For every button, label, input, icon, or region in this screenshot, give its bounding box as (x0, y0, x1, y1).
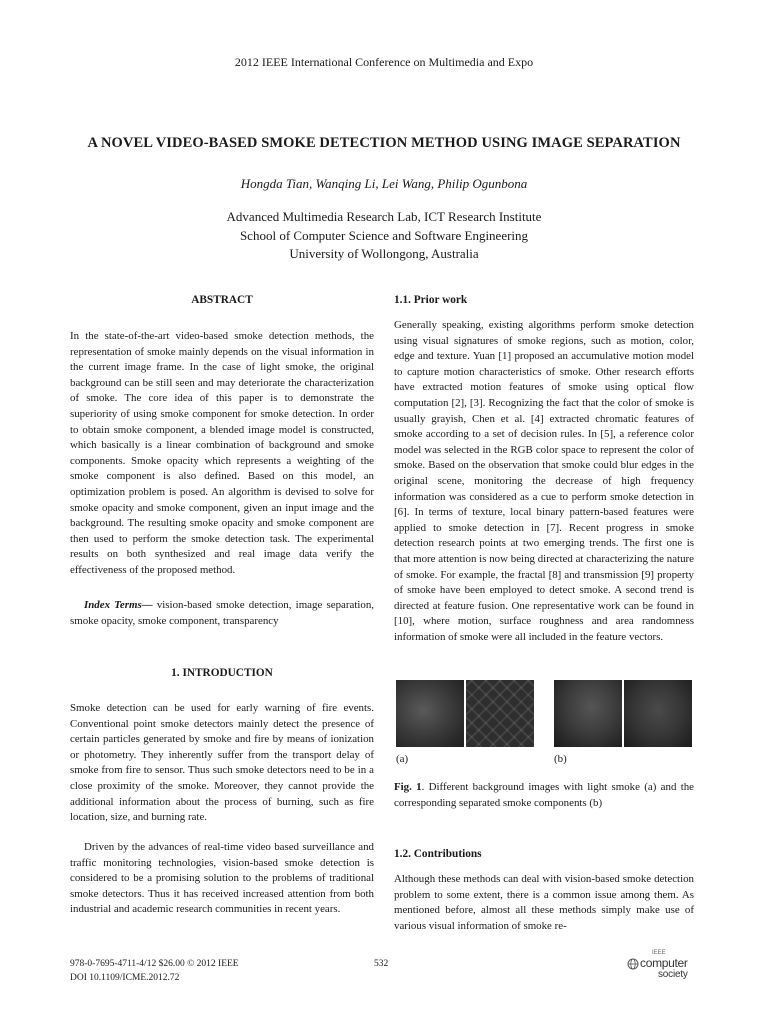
abstract-text: In the state-of-the-art video-based smoke detection methods, the representation of smoke mainly depends on the visual information in the current image frame. In the case of light smoke, the original background can be still seen and may deteriorate the characterization of smoke. The core idea of this paper is to demonstrate the superiority of using smoke component for smoke detection. In order to obtain smoke component, a blended image model is constructed, which basically is a linear combination of background and smoke components. Smoke opacity which represents a weighting of the smoke component is also defined. Based on this model, an optimization problem is posed. An algorithm is devised to solve for smoke opacity and smoke component, given an input image and the background. The resulting smoke opacity and smoke component are then used to perform the smoke detection task. The experimental results on both synthesized and real image data verify the effectiveness of the proposed method. (70, 330, 374, 576)
figure-1b-background-image (554, 680, 622, 747)
contributions-text: Although these methods can deal with vision-based smoke detection problem to some extent, there is a common issue among them. As mentioned before, almost all these methods simply make use of various visual information of smoke re- (394, 873, 694, 932)
figure-1b-smoke-component-image (624, 680, 692, 747)
index-terms (70, 598, 374, 629)
introduction-paragraph-2: Driven by the advances of real-time video based surveillance and traffic monitoring technologies, vision-based smoke detection is considered to be a promising solution to the problems of traditional smoke detectors. Thus it has received increased attention from both industrial and academic research communities in recent years. (70, 841, 374, 916)
affiliation-line: University of Wollongong, Australia (289, 246, 479, 261)
logo-computer-text: computer (640, 956, 688, 970)
affiliation-line: School of Computer Science and Software Engineering (239, 227, 529, 243)
paper-authors: Hongda Tian, Wanqing Li, Lei Wang, Philip Ogunbona (240, 176, 528, 191)
figure-1a-background-image (396, 680, 464, 747)
affiliation-line: Advanced Multimedia Research Lab, ICT Research Institute (226, 209, 542, 224)
conference-header: 2012 IEEE International Conference on Multimedia and Expo (234, 55, 534, 69)
figure-caption (394, 780, 694, 811)
contributions-heading: 1.2. Contributions (394, 848, 482, 860)
index-terms-label: Index Terms— (84, 599, 153, 611)
ieee-computer-society-logo (624, 950, 700, 984)
prior-work-text: Generally speaking, existing algorithms perform smoke detection using visual signatures of smoke regions, such as motion, color, edge and texture. Yuan [1] proposed an accumulative motion model to capture motion characteristics of smoke. Other research efforts have extracted motion features of smoke using optical flow computation [2], [3]. Recognizing the fact that the color of smoke is usually grayish, Chen et al. [4] extracted chromatic features of smoke according to a set of decision rules. In [5], a reference color model was selected in the RGB color space to represent the color of smoke. Based on the observation that smoke could blur edges in the original scene, monitoring the decrease of high frequency information was considered as a cue to perform smoke detection in [6]. In terms of texture, local binary pattern-based features were applied to smoke detection in [7]. Recent progress in smoke detection research points at two emerging trends. The first one is that more attention is now being directed at characterizing the nature of smoke. For example, the fractal [8] and transmission [9] property of smoke have been employed to detect smoke. A second trend is directed at feature fusion. One representative work can be found in [10], where motion, surface roughness and area randomness information of smoke were all included in the feature vectors. (394, 319, 694, 643)
figure-caption-label: Fig. 1 (394, 781, 422, 793)
page-number: 532 (374, 959, 389, 969)
globe-icon (627, 958, 639, 970)
logo-ieee-text: IEEE (652, 950, 666, 956)
index-terms-text: vision-based smoke detection, image separation, smoke opacity, smoke component, transparency (70, 599, 374, 627)
affiliation (0, 208, 768, 264)
figure-caption-text: . Different background images with light smoke (a) and the corresponding separated smoke components (b) (394, 781, 695, 809)
figure-label-a: (a) (396, 753, 409, 765)
footer-isbn: 978-0-7695-4711-4/12 $26.00 © 2012 IEEE (70, 959, 239, 969)
introduction-paragraph-1: Smoke detection can be used for early warning of fire events. Conventional point smoke detectors mainly detect the presence of certain particles generated by smoke and fire by means of ionization or photometry. They inherently suffer from the transport delay of smoke from fire to sensor. Thus such smoke detectors need to be in a close proximity of the smoke. Moreover, they cannot provide the additional information about the process of burning, such as fire location, size, and burning rate. (70, 702, 374, 824)
figure-label-b: (b) (554, 753, 567, 765)
figure-1a-smoke-component-image (466, 680, 534, 747)
prior-work-heading: 1.1. Prior work (394, 294, 468, 306)
introduction-heading: 1. INTRODUCTION (171, 667, 273, 679)
paper-title: A NOVEL VIDEO-BASED SMOKE DETECTION METHOD USING IMAGE SEPARATION (87, 135, 681, 151)
footer-doi: DOI 10.1109/ICME.2012.72 (70, 973, 180, 983)
abstract-heading: ABSTRACT (191, 294, 253, 306)
logo-society-text: society (658, 969, 688, 980)
